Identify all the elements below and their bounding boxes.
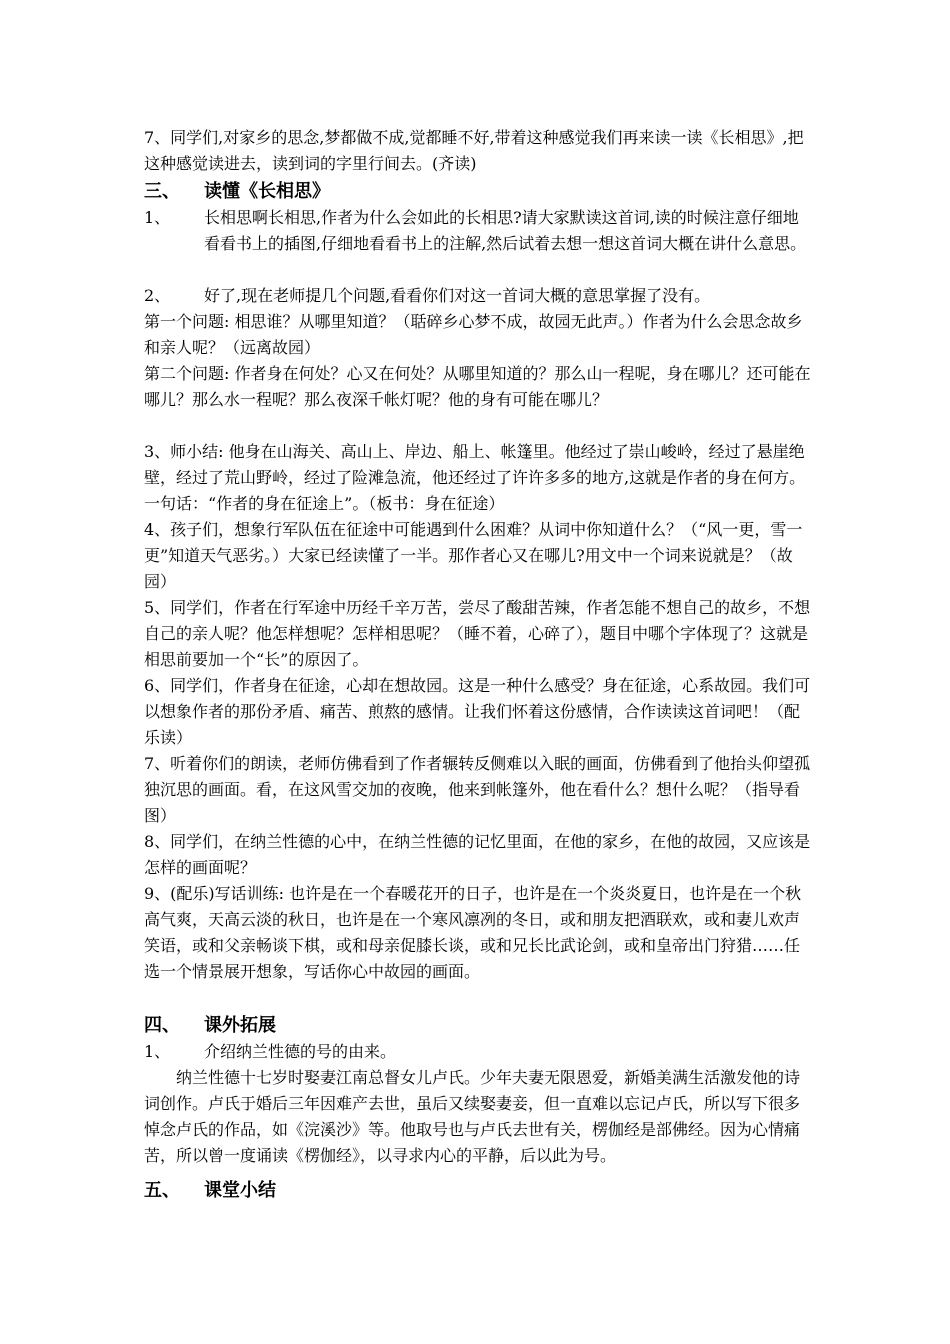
question-2: 第二个问题: 作者身在何处？心又在何处？从哪里知道的？那么山一程呢，身在哪儿？还可能在哪儿？那么水一程呢？那么夜深千帐灯呢？他的身有可能在哪儿？ — [144, 364, 811, 409]
paragraph-5: 5、同学们，作者在行军途中历经千辛万苦，尝尽了酸甜苦辣，作者怎能不想自己的故乡，不想自己的亲人呢？他怎样想呢？怎样相思呢？（睡不着，心碎了），题目中哪个字体现了？这就是相思前要加一个“长”的原因了。 — [144, 598, 811, 669]
section-4-number: 四、 — [144, 1015, 180, 1036]
section-5-heading — [144, 1178, 814, 1204]
intro-paragraph-7: 7、同学们,对家乡的思念,梦都做不成,觉都睡不好,带着这种感觉我们再来读一读《长相思》,把这种感觉读进去，读到词的字里行间去。(齐读) — [144, 128, 804, 173]
paragraph-8: 8、同学们，在纳兰性德的心中，在纳兰性德的记忆里面，在他的家乡，在他的故园，又应该是怎样的画面呢？ — [144, 832, 811, 877]
section-4-title: 课外拓展 — [204, 1015, 276, 1036]
item-number: 1、 — [144, 1042, 171, 1061]
section-3-item-2 — [144, 283, 814, 309]
section-3-number: 三、 — [144, 181, 180, 202]
item-text: 长相思啊长相思,作者为什么会如此的长相思?请大家默读这首词,读的时候注意仔细地看看书上的插图,仔细地看看书上的注解,然后试着去想一想这首词大概在讲什么意思。 — [204, 208, 807, 253]
paragraph-4: 4、孩子们，想象行军队伍在征途中可能遇到什么困难？从词中你知道什么？（“风一更，雪一更”知道天气恶劣。）大家已经读懂了一半。那作者心又在哪儿?用文中一个词来说就是？（故园） — [144, 520, 803, 591]
question-1: 第一个问题: 相思谁？从哪里知道？（聒碎乡心梦不成，故园无此声。）作者为什么会思念故乡和亲人呢？（远离故园） — [144, 312, 803, 357]
section-5-number: 五、 — [144, 1180, 180, 1201]
item-number: 2、 — [144, 286, 171, 305]
section-4-heading — [144, 1013, 814, 1039]
section-3-item-1 — [144, 205, 814, 257]
paragraph-6: 6、同学们，作者身在征途，心却在想故园。这是一种什么感受？身在征途，心系故园。我们可以想象作者的那份矛盾、痛苦、煎熬的感情。让我们怀着这份感情，合作读读这首词吧！（配乐读） — [144, 676, 811, 747]
item-number: 1、 — [144, 208, 171, 227]
section-4-paragraph: 纳兰性德十七岁时娶妻江南总督女儿卢氏。少年夫妻无限恩爱，新婚美满生活激发他的诗词创作。卢氏于婚后三年因难产去世，虽后又续娶妻妾，但一直难以忘记卢氏，所以写下很多悼念卢氏的作品，如《浣溪沙》等。他取号也与卢氏去世有关，楞伽经是部佛经。因为心情痛苦，所以曾一度诵读《楞伽经》，以寻求内心的平静，后以此为号。 — [144, 1068, 801, 1165]
item-text: 介绍纳兰性德的号的由来。 — [204, 1042, 397, 1061]
section-3-title: 读懂《长相思》 — [204, 181, 330, 202]
paragraph-3: 3、师小结: 他身在山海关、高山上、岸边、船上、帐篷里。他经过了崇山峻岭，经过了悬崖绝壁，经过了荒山野岭，经过了险滩急流，他还经过了许许多多的地方,这就是作者的身在何方。一句话：“作者的身在征途上”。（板书：身在征途） — [144, 442, 806, 513]
section-3-heading — [144, 179, 814, 205]
item-text: 好了,现在老师提几个问题,看看你们对这一首词大概的意思掌握了没有。 — [204, 286, 711, 305]
paragraph-9: 9、(配乐)写话训练: 也许是在一个春暖花开的日子，也许是在一个炎炎夏日，也许是在一个秋高气爽，天高云淡的秋日，也许是在一个寒风凛冽的冬日，或和朋友把酒联欢，或和妻儿欢声笑语，或和父亲畅谈下棋，或和母亲促膝长谈，或和兄长比武论剑，或和皇帝出门狩猎……任选一个情景展开想象，写话你心中故园的画面。 — [144, 884, 802, 981]
section-4-item-1 — [144, 1039, 814, 1065]
section-5-title: 课堂小结 — [204, 1180, 276, 1201]
paragraph-7: 7、听着你们的朗读，老师仿佛看到了作者辗转反侧难以入眠的画面，仿佛看到了他抬头仰望孤独沉思的画面。看，在这风雪交加的夜晚，他来到帐篷外，他在看什么？想什么呢？（指导看图） — [144, 754, 811, 825]
